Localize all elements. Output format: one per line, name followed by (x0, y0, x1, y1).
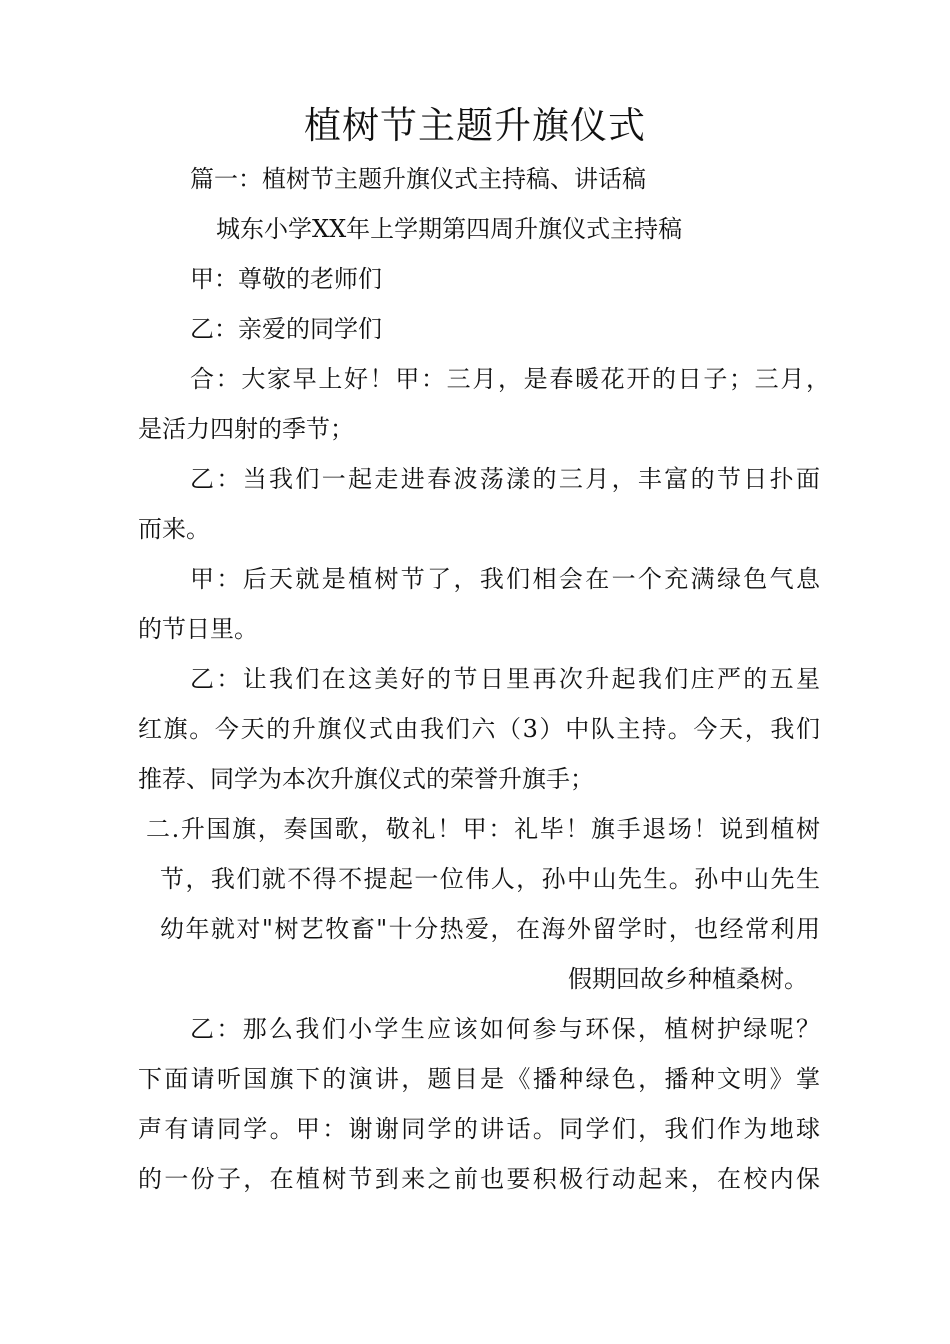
document-title: 植树节主题升旗仪式 (304, 104, 646, 147)
paragraph-line: 乙：那么我们小学生应该如何参与环保，植树护绿呢？ (190, 1015, 820, 1043)
paragraph-line: 幼年就对"树艺牧畜"十分热爱，在海外留学时，也经常利用 (160, 915, 820, 943)
paragraph-line: 下面请听国旗下的演讲，题目是《播种绿色，播种文明》掌 (138, 1065, 820, 1093)
paragraph-line: 乙：让我们在这美好的节日里再次升起我们庄严的五星 (190, 665, 820, 693)
paragraph-line: 乙：当我们一起走进春波荡漾的三月，丰富的节日扑面 (190, 465, 820, 493)
paragraph-line: 声有请同学。甲：谢谢同学的讲话。同学们，我们作为地球 (138, 1115, 820, 1143)
paragraph-line: 的一份子，在植树节到来之前也要积极行动起来，在校内保 (138, 1165, 820, 1193)
paragraph-line: 假期回故乡种植桑树。 (568, 965, 808, 993)
paragraph-line: 合：大家早上好！甲：三月，是春暖花开的日子；三月， (190, 365, 830, 393)
paragraph-line: 而来。 (138, 515, 210, 543)
paragraph-line: 推荐、同学为本次升旗仪式的荣誉升旗手； (138, 765, 594, 793)
paragraph-line: 二.升国旗，奏国歌，敬礼！甲：礼毕！旗手退场！说到植树 (146, 815, 820, 843)
paragraph-line: 节，我们就不得不提起一位伟人，孙中山先生。孙中山先生 (160, 865, 820, 893)
paragraph-line: 红旗。今天的升旗仪式由我们六（3）中队主持。今天，我们 (138, 715, 820, 743)
paragraph-line: 城东小学XX年上学期第四周升旗仪式主持稿 (216, 215, 683, 243)
paragraph-line: 甲：后天就是植树节了，我们相会在一个充满绿色气息 (190, 565, 820, 593)
paragraph-line: 乙：亲爱的同学们 (190, 315, 382, 343)
paragraph-line: 甲：尊敬的老师们 (190, 265, 382, 293)
paragraph-line: 篇一：植树节主题升旗仪式主持稿、讲话稿 (190, 165, 646, 193)
paragraph-line: 是活力四射的季节； (138, 415, 354, 443)
paragraph-line: 的节日里。 (138, 615, 258, 643)
